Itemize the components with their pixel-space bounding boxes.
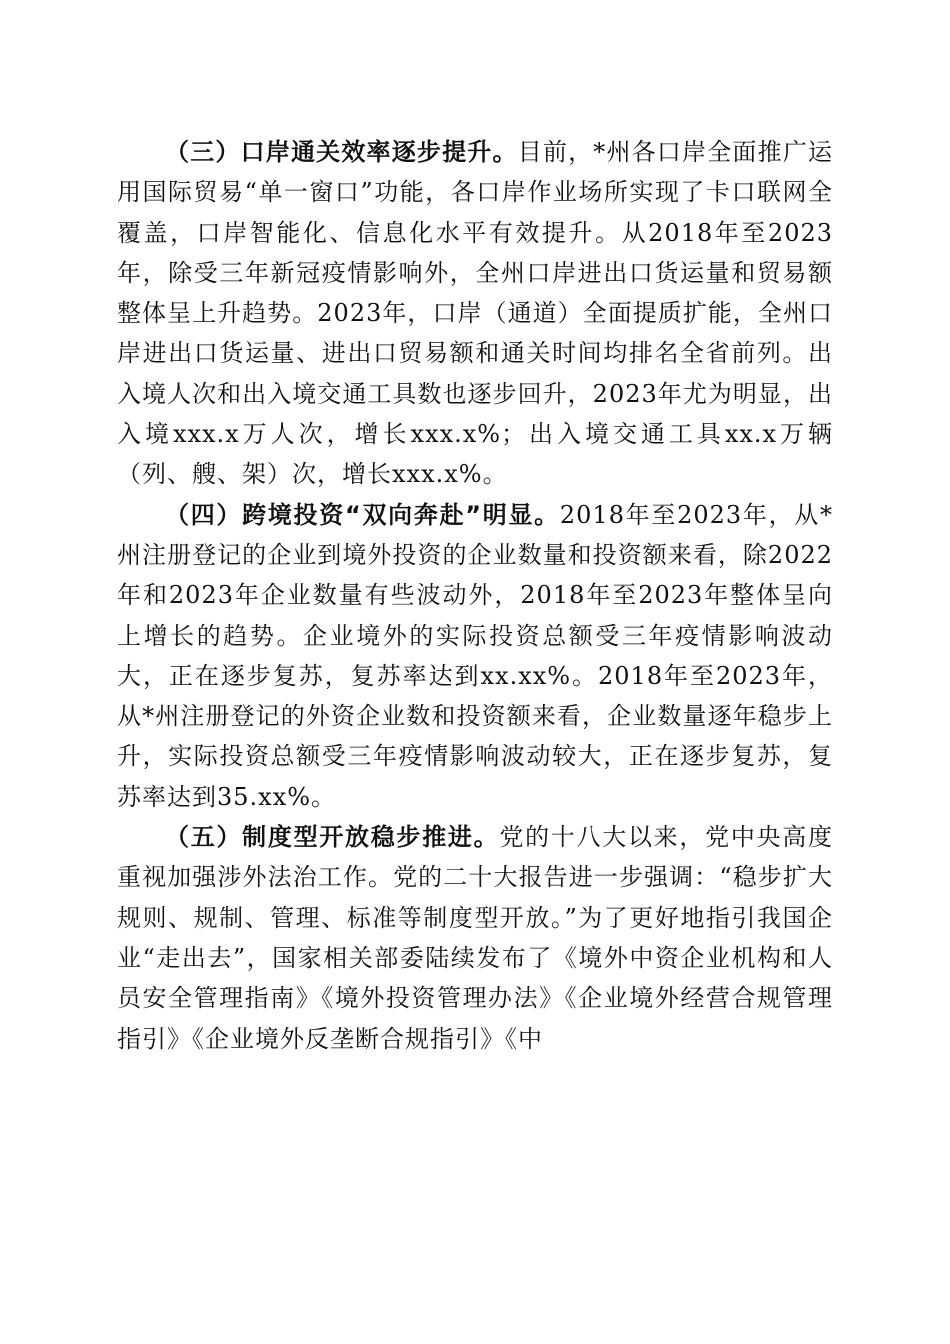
paragraph-heading: （四）跨境投资“双向奔赴”明显。	[165, 500, 560, 529]
paragraph-text: 2018年至2023年，从*州注册登记的企业到境外投资的企业数量和投资额来看，除2022年和2023年企业数量有些波动外，2018年至2023年整体呈向上增长的趋势。企业境外的实际投资总额受三年疫情影响波动大，正在逐步复苏，复苏率达到xx.xx%。2018年至2023年，从*州注册登记的外资企业数和投资额来看，企业数量逐年稳步上升，实际投资总额受三年疫情影响波动较大，正在逐步复苏，复苏率达到35.xx%。	[117, 500, 834, 811]
document-body	[117, 132, 833, 1059]
paragraph-text: 目前，*州各口岸全面推广运用国际贸易“单一窗口”功能，各口岸作业场所实现了卡口联网全覆盖，口岸智能化、信息化水平有效提升。从2018年至2023年，除受三年新冠疫情影响外，全州口岸进出口货运量和贸易额整体呈上升趋势。2023年，口岸（通道）全面提质扩能，全州口岸进出口货运量、进出口贸易额和通关时间均排名全省前列。出入境人次和出入境交通工具数也逐步回升，2023年尤为明显，出入境xxx.x万人次，增长xxx.x%；出入境交通工具xx.x万辆（列、艘、架）次，增长xxx.x%。	[117, 138, 834, 489]
paragraph-heading: （五）制度型开放稳步推进。	[165, 823, 500, 852]
paragraph-cross-border-investment	[117, 495, 833, 817]
paragraph-port-clearance	[117, 132, 833, 495]
paragraph-heading: （三）口岸通关效率逐步提升。	[165, 138, 518, 166]
paragraph-institutional-opening	[117, 817, 833, 1059]
paragraph-text: 党的十八大以来，党中央高度重视加强涉外法治工作。党的二十大报告进一步强调：“稳步扩大规则、规制、管理、标准等制度型开放。”为了更好地指引我国企业“走出去”，国家相关部委陆续发布了《境外中资企业机构和人员安全管理指南》《境外投资管理办法》《企业境外经营合规管理指引》《企业境外反垄断合规指引》《中	[117, 823, 833, 1053]
